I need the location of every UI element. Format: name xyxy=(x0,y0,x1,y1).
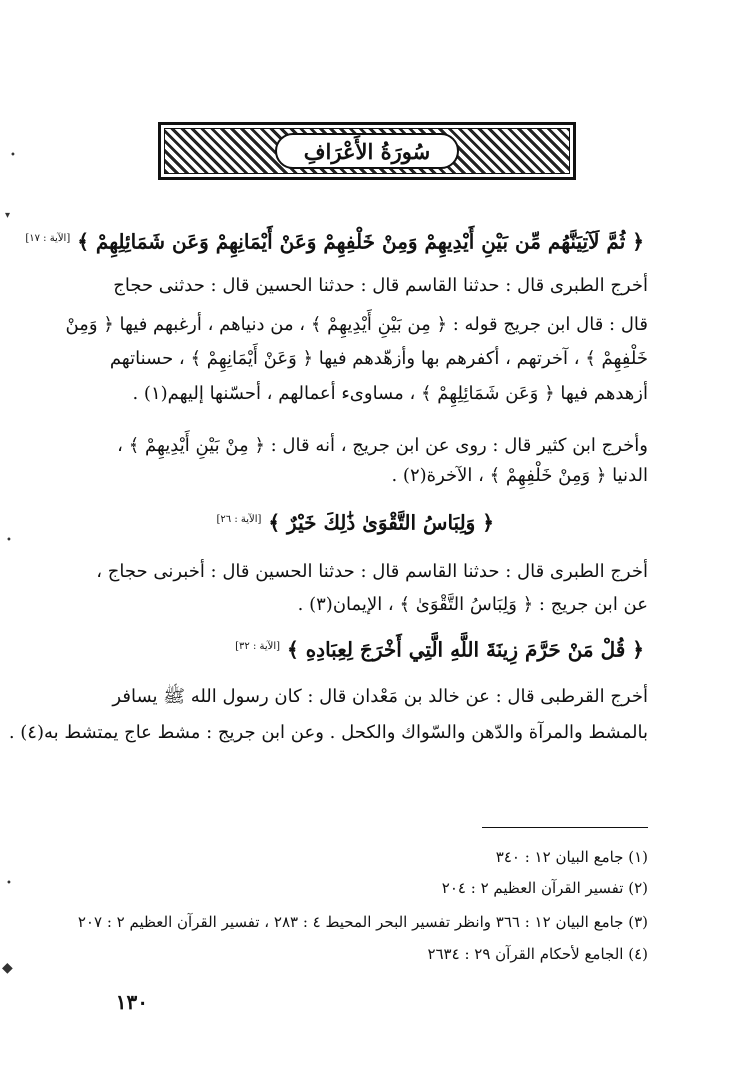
paragraph-1-line-2: قال : قال ابن جريج قوله : ﴿ مِن بَيْنِ أَيْدِيهِمْ ﴾ ، من دنياهم ، أرغبهم فيها ﴿ وَمِنْ xyxy=(65,314,648,335)
page-number: ١٣٠ xyxy=(115,990,148,1014)
paragraph-1-line-4: أزهدهم فيها ﴿ وَعَن شَمَائِلِهِمْ ﴾ ، مساوىء أعمالهم ، أحسّنها إليهم(١) . xyxy=(132,383,648,404)
verse-reference: [الآية : ١٧] xyxy=(25,233,71,244)
scan-speck: • xyxy=(6,878,12,889)
paragraph-1-line-3: خَلْفِهِمْ ﴾ ، آخرتهم ، أكفرهم بها وأزهّدهم فيها ﴿ وَعَنْ أَيْمَانِهِمْ ﴾ ، حسناتهم xyxy=(109,348,648,369)
paragraph-2-line-1: وأخرج ابن كثير قال : روى عن ابن جريج ، أنه قال : ﴿ مِنْ بَيْنِ أَيْدِيهِمْ ﴾ ، xyxy=(117,435,648,456)
surah-header-ornament xyxy=(158,122,576,180)
paragraph-1-line-1: أخرج الطبرى قال : حدثنا القاسم قال : حدثنا الحسين قال : حدثنى حجاج xyxy=(113,275,648,296)
footnote-2: (٢) تفسير القرآن العظيم ٢ : ٢٠٤ xyxy=(441,879,648,897)
footnote-4: (٤) الجامع لأحكام القرآن ٢٩ : ٢٦٣٤ xyxy=(427,945,648,963)
paragraph-3-line-2: عن ابن جريج : ﴿ وَلِبَاسُ التَّقْوَىٰ ﴾ ، الإيمان(٣) . xyxy=(297,594,648,615)
verse-reference: [الآية : ٣٢] xyxy=(235,641,281,652)
verse-line-32 xyxy=(229,632,644,665)
footnote-separator xyxy=(482,827,648,828)
footnote-3: (٣) جامع البيان ١٢ : ٣٦٦ وانظر تفسير البحر المحيط ٤ : ٢٨٣ ، تفسير القرآن العظيم ٢ : ٢٠٧ xyxy=(77,913,648,931)
paragraph-3-line-1: أخرج الطبرى قال : حدثنا القاسم قال : حدثنا الحسين قال : أخبرنى حجاج ، xyxy=(96,561,648,582)
surah-title: سُورَةُ الأَعْرَافِ xyxy=(303,138,431,164)
ornament-pattern xyxy=(164,128,570,174)
paragraph-4-line-1: أخرج القرطبى قال : عن خالد بن مَعْدان قال : كان رسول الله ﷺ يسافر xyxy=(112,686,648,707)
scan-speck: • xyxy=(6,535,12,546)
footnote-1: (١) جامع البيان ١٢ : ٣٤٠ xyxy=(495,848,648,866)
verse-reference: [الآية : ٢٦] xyxy=(216,514,262,525)
verse-text: ﴿ وَلِبَاسُ التَّقْوَىٰ ذَٰلِكَ خَيْرٌ ﴾ xyxy=(268,510,494,535)
surah-title-cartouche xyxy=(275,133,459,169)
paragraph-4-line-2: بالمشط والمرآة والدّهن والسّواك والكحل . وعن ابن جريج : مشط عاج يمتشط به(٤) . xyxy=(8,722,648,743)
verse-text: ﴿ قُلْ مَنْ حَرَّمَ زِينَةَ اللَّهِ الَّتِي أَخْرَجَ لِعِبَادِهِ ﴾ xyxy=(287,637,644,662)
verse-text: ﴿ ثُمَّ لَآتِيَنَّهُم مِّن بَيْنِ أَيْدِيهِمْ وَمِنْ خَلْفِهِمْ وَعَنْ أَيْمَانِهِمْ وَعَن شَمَائِلِهِمْ ﴾ xyxy=(77,229,644,254)
verse-line-17 xyxy=(25,224,644,257)
verse-line-26 xyxy=(210,505,494,538)
scan-speck: ▾ xyxy=(5,210,11,221)
paragraph-2-line-2: الدنيا ﴿ وَمِنْ خَلْفِهِمْ ﴾ ، الآخرة(٢) . xyxy=(391,465,648,486)
scan-speck: ◆ xyxy=(2,960,13,976)
scan-speck: • xyxy=(10,150,16,161)
